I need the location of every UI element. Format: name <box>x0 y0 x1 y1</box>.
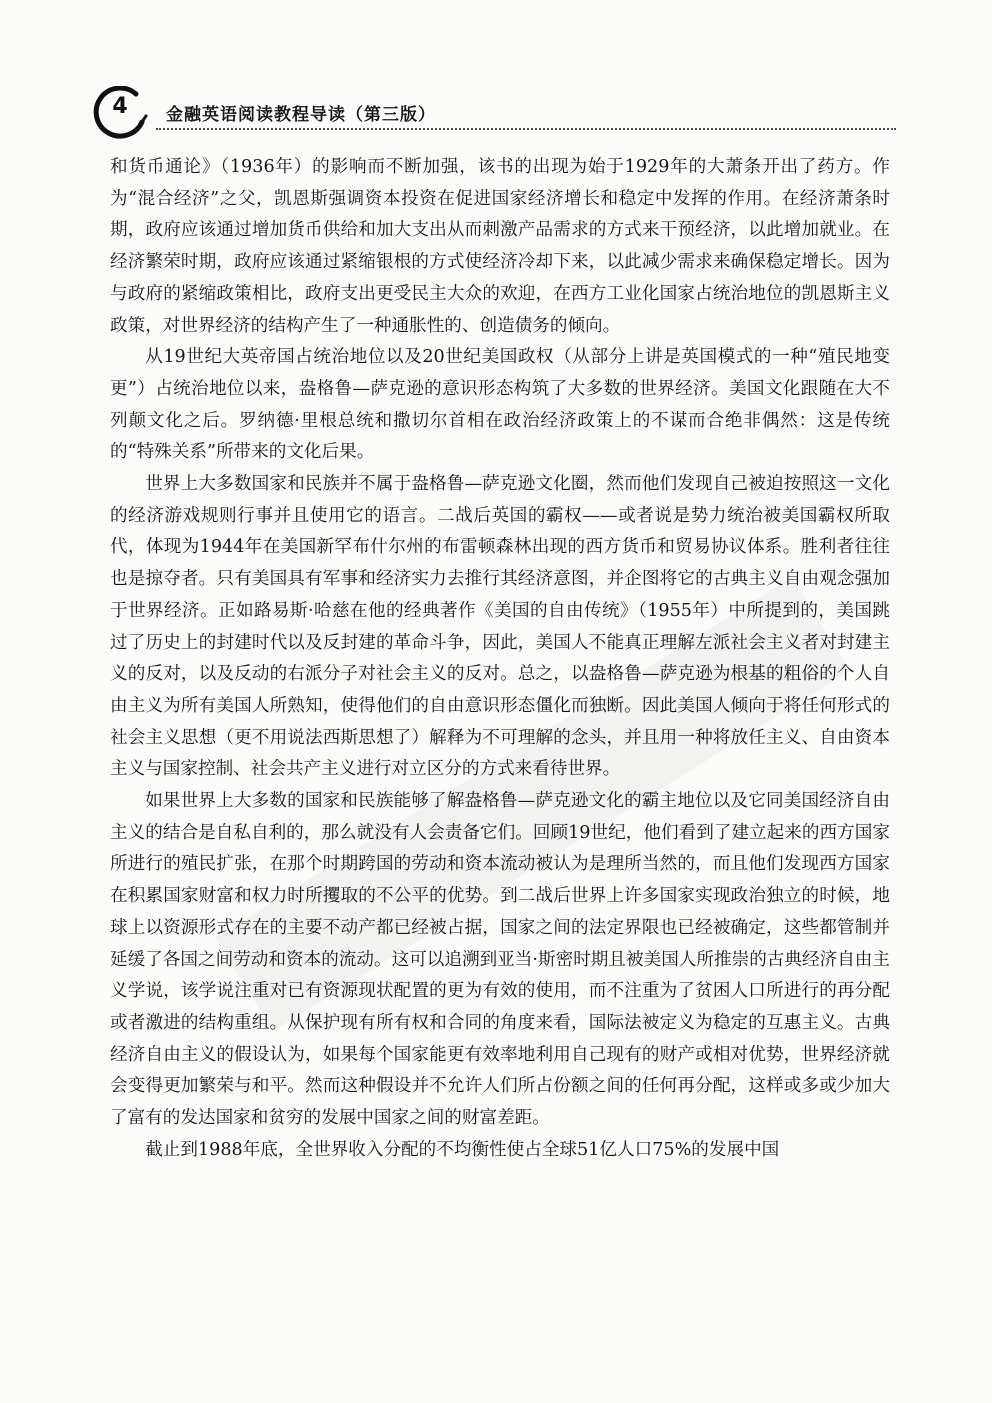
paragraph: 截止到1988年底，全世界收入分配的不均衡性使占全球51亿人口75%的发展中国 <box>145 1139 780 1160</box>
book-title: 金融英语阅读教程导读（第三版） <box>166 105 436 125</box>
paragraph-continuation: 和货币通论》（1936年）的影响而不断加强，该书的出现为始于1929年的大萧条开出了药方。作为“混合经济”之父，凯恩斯强调资本投资在促进国家经济增长和稳定中发挥的作用。在经济萧条时期，政府应该通过增加货币供给和加大支出从而刺激产品需求的方式来干预经济，以此增加就业。在经济繁荣时期，政府应该通过紧缩银根的方式使经济冷却下来，以此减少需求来确保稳定增长。因为与政府的紧缩政策相比，政府支出更受民主大众的欢迎，在西方工业化国家占统治地位的凯恩斯主义政策，对世界经济的结构产生了一种通胀性的、创造债务的倾向。 <box>110 157 890 336</box>
page-number: 4 <box>112 94 128 119</box>
header-dotted-rule <box>156 128 896 130</box>
page-number-badge <box>92 86 148 142</box>
body-text <box>110 152 890 1167</box>
paragraph: 从19世纪大英帝国占统治地位以及20世纪美国政权（从部分上讲是英国模式的一种“殖民地变更”）占统治地位以来，盎格鲁—萨克逊的意识形态构筑了大多数的世界经济。美国文化跟随在大不列颠文化之后。罗纳德·里根总统和撒切尔首相在政治经济政策上的不谋而合绝非偶然：这是传统的“特殊关系”所带来的文化后果。 <box>110 347 890 463</box>
paragraph: 如果世界上大多数的国家和民族能够了解盎格鲁—萨克逊文化的霸主地位以及它同美国经济自由主义的结合是自私自利的，那么就没有人会责备它们。回顾19世纪，他们看到了建立起来的西方国家所进行的殖民扩张，在那个时期跨国的劳动和资本流动被认为是理所当然的，而且他们发现西方国家在积累国家财富和权力时所攫取的不公平的优势。到二战后世界上许多国家实现政治独立的时候，地球上以资源形式存在的主要不动产都已经被占据，国家之间的法定界限也已经被确定，这些都管制并延缓了各国之间劳动和资本的流动。这可以追溯到亚当·斯密时期且被美国人所推崇的古典经济自由主义学说，该学说注重对已有资源现状配置的更为有效的使用，而不注重为了贫困人口所进行的再分配或者激进的结构重组。从保护现有所有权和合同的角度来看，国际法被定义为稳定的互惠主义。古典经济自由主义的假设认为，如果每个国家能更有效率地利用自己现有的财产或相对优势，世界经济就会变得更加繁荣与和平。然而这种假设并不允许人们所占份额之间的任何再分配，这样或多或少加大了富有的发达国家和贫穷的发展中国家之间的财富差距。 <box>110 791 890 1129</box>
running-header <box>92 86 898 142</box>
paragraph: 世界上大多数国家和民族并不属于盎格鲁—萨克逊文化圈，然而他们发现自己被迫按照这一文化的经济游戏规则行事并且使用它的语言。二战后英国的霸权——或者说是势力统治被美国霸权所取代，体现为1944年在美国新罕布什尔州的布雷顿森林出现的西方货币和贸易协议体系。胜利者往往也是掠夺者。只有美国具有军事和经济实力去推行其经济意图，并企图将它的古典主义自由观念强加于世界经济。正如路易斯·哈慈在他的经典著作《美国的自由传统》（1955年）中所提到的，美国跳过了历史上的封建时代以及反封建的革命斗争，因此，美国人不能真正理解左派社会主义者对封建主义的反对，以及反动的右派分子对社会主义的反对。总之，以盎格鲁—萨克逊为根基的粗俗的个人自由主义为所有美国人所熟知，使得他们的自由意识形态僵化而独断。因此美国人倾向于将任何形式的社会主义思想（更不用说法西斯思想了）解释为不可理解的念头，并且用一种将放任主义、自由资本主义与国家控制、社会共产主义进行对立区分的方式来看待世界。 <box>110 474 890 780</box>
